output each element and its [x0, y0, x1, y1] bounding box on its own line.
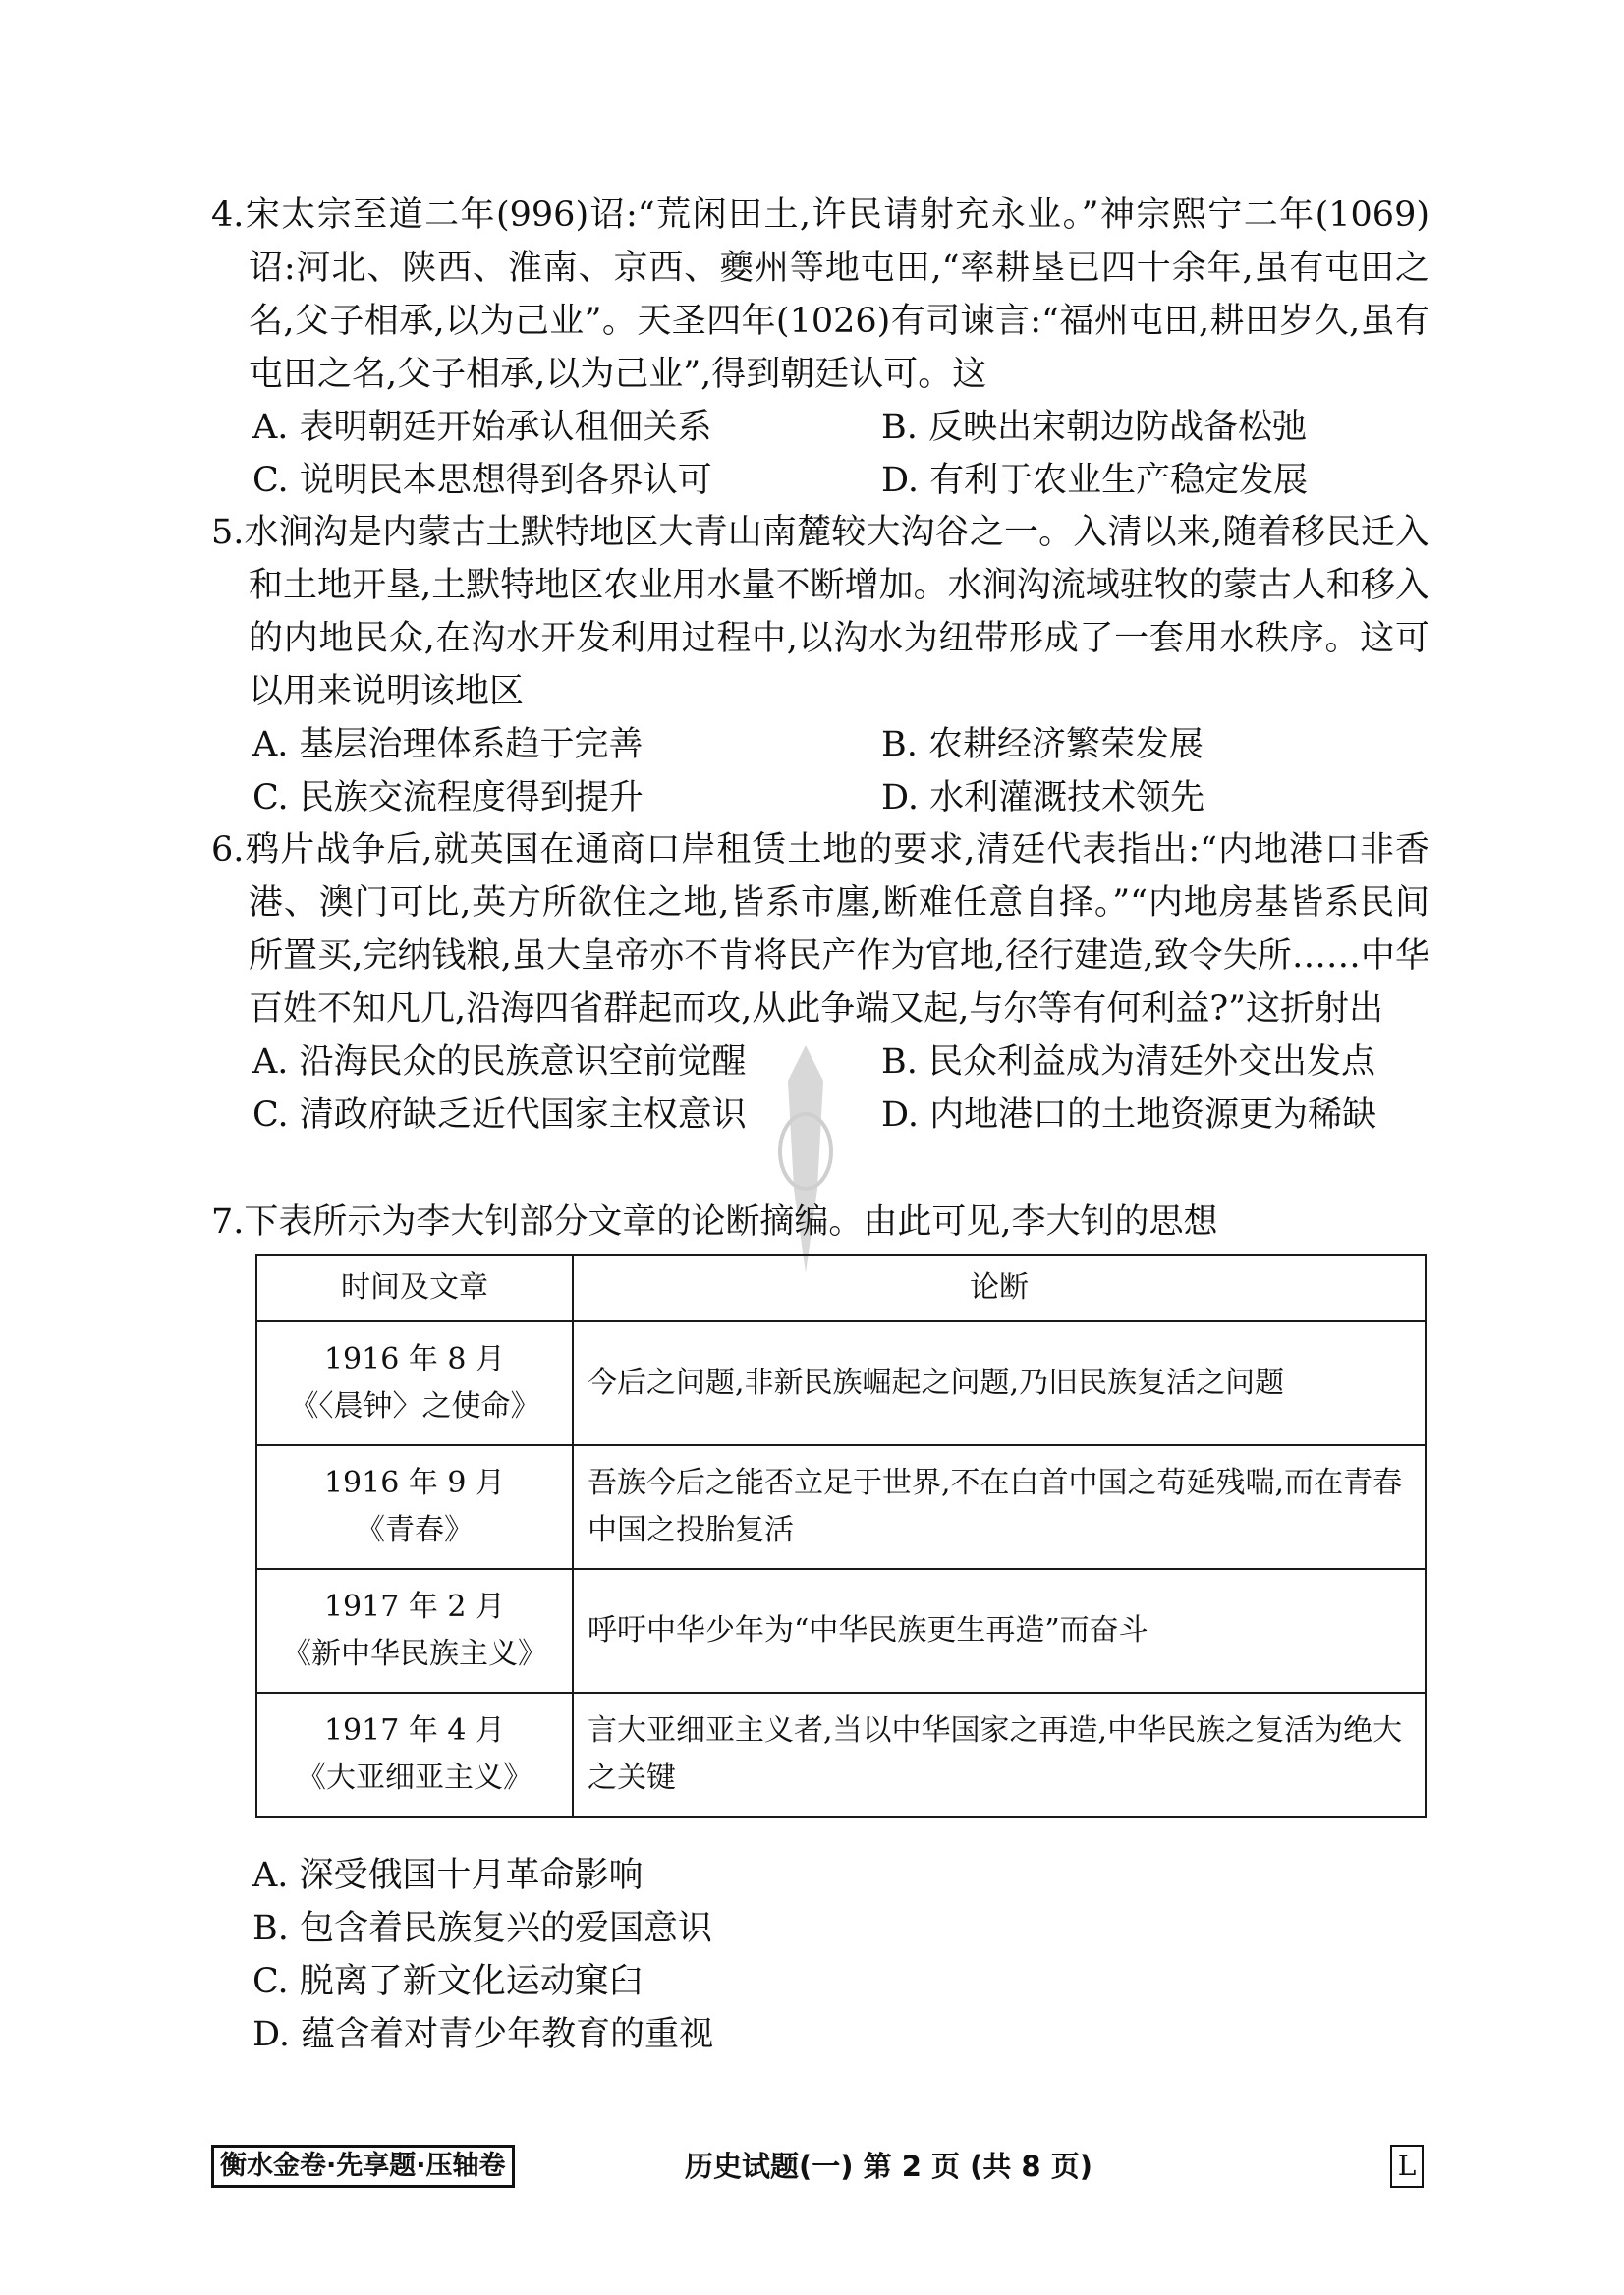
version-mark: L — [1390, 2145, 1424, 2188]
option-b: B. 农耕经济繁荣发展 — [881, 725, 1204, 764]
option-d: D. 水利灌溉技术领先 — [881, 778, 1205, 817]
question-stem: 7.下表所示为李大钊部分文章的论断摘编。由此可见,李大钊的思想 — [211, 1203, 1218, 1242]
table-header: 时间及文章 — [256, 1255, 573, 1321]
table-header-row — [256, 1255, 1426, 1321]
option-a: A. 基层治理体系趋于完善 — [252, 725, 644, 764]
page-info: 历史试题(一) 第 2 页 (共 8 页) — [685, 2150, 1092, 2183]
question-5 — [211, 506, 1429, 824]
table-header: 论断 — [573, 1255, 1426, 1321]
table-row — [256, 1445, 1426, 1569]
article-cell — [256, 1445, 573, 1569]
question-7-options — [211, 1849, 1429, 2061]
option-c: C. 脱离了新文化运动窠臼 — [252, 1962, 644, 2001]
article-title: 《大亚细亚主义》 — [297, 1761, 532, 1795]
article-date: 1916 年 8 月 — [323, 1342, 506, 1376]
article-date: 1917 年 2 月 — [323, 1590, 506, 1624]
question-stem: 5.水涧沟是内蒙古土默特地区大青山南麓较大沟谷之一。入清以来,随着移民迁入和土地开垦,土默特地区农业用水量不断增加。水涧沟流域驻牧的蒙古人和移入的内地民众,在沟水开发利用过程中,以沟水为纽带形成了一套用水秩序。这可以用来说明该地区 — [211, 513, 1429, 711]
article-title: 《青春》 — [356, 1513, 474, 1547]
option-b: B. 民众利益成为清廷外交出发点 — [881, 1042, 1375, 1082]
quotes-table — [255, 1254, 1427, 1818]
option-d: D. 有利于农业生产稳定发展 — [881, 461, 1309, 500]
option-d: D. 蕴含着对青少年教育的重视 — [252, 2015, 714, 2054]
article-date: 1916 年 9 月 — [323, 1466, 506, 1500]
statement-cell: 言大亚细亚主义者,当以中华国家之再造,中华民族之复活为绝大之关键 — [573, 1693, 1426, 1817]
statement-cell: 今后之问题,非新民族崛起之问题,乃旧民族复活之问题 — [573, 1321, 1426, 1445]
options — [211, 1849, 1429, 2061]
brand-label: 衡水金卷·先享题·压轴卷 — [211, 2145, 515, 2188]
question-4 — [211, 189, 1429, 507]
table-row — [256, 1321, 1426, 1445]
option-c: C. 说明民本思想得到各界认可 — [252, 461, 712, 500]
option-d: D. 内地港口的土地资源更为稀缺 — [881, 1095, 1377, 1135]
option-a: A. 沿海民众的民族意识空前觉醒 — [252, 1042, 747, 1082]
article-title: 《〈晨钟〉之使命》 — [289, 1389, 540, 1424]
page-footer — [211, 2145, 1429, 2192]
question-7 — [211, 1196, 1429, 1249]
question-stem: 4.宋太宗至道二年(996)诏:“荒闲田土,许民请射充永业。”神宗熙宁二年(1069)诏:河北、陕西、淮南、京西、夔州等地屯田,“率耕垦已四十余年,虽有屯田之名,父子相承,以为己业”。天圣四年(1026)有司谏言:“福州屯田,耕田岁久,虽有屯田之名,父子相承,以为己业”,得到朝廷认可。这 — [211, 196, 1429, 394]
option-a: A. 表明朝廷开始承认租佃关系 — [252, 408, 712, 447]
article-cell — [256, 1693, 573, 1817]
table-row — [256, 1693, 1426, 1817]
article-title: 《新中华民族主义》 — [282, 1637, 547, 1671]
question-stem: 6.鸦片战争后,就英国在通商口岸租赁土地的要求,清廷代表指出:“内地港口非香港、澳门可比,英方所欲住之地,皆系市廛,断难任意自择。”“内地房基皆系民间所置买,完纳钱粮,虽大皇帝亦不肯将民产作为官地,径行建造,致令失所……中华百姓不知凡几,沿海四省群起而攻,从此争端又起,与尔等有何利益?”这折射出 — [211, 830, 1429, 1029]
options — [211, 401, 1429, 507]
options — [211, 718, 1429, 824]
table-row — [256, 1569, 1426, 1693]
article-cell — [256, 1321, 573, 1445]
article-cell — [256, 1569, 573, 1693]
statement-cell: 吾族今后之能否立足于世界,不在白首中国之苟延残喘,而在青春中国之投胎复活 — [573, 1445, 1426, 1569]
article-date: 1917 年 4 月 — [323, 1713, 506, 1748]
option-a: A. 深受俄国十月革命影响 — [252, 1856, 644, 1895]
option-c: C. 民族交流程度得到提升 — [252, 778, 644, 817]
statement-cell: 呼吁中华少年为“中华民族更生再造”而奋斗 — [573, 1569, 1426, 1693]
option-b: B. 包含着民族复兴的爱国意识 — [252, 1909, 712, 1948]
option-b: B. 反映出宋朝边防战备松弛 — [881, 408, 1307, 447]
option-c: C. 清政府缺乏近代国家主权意识 — [252, 1095, 747, 1135]
